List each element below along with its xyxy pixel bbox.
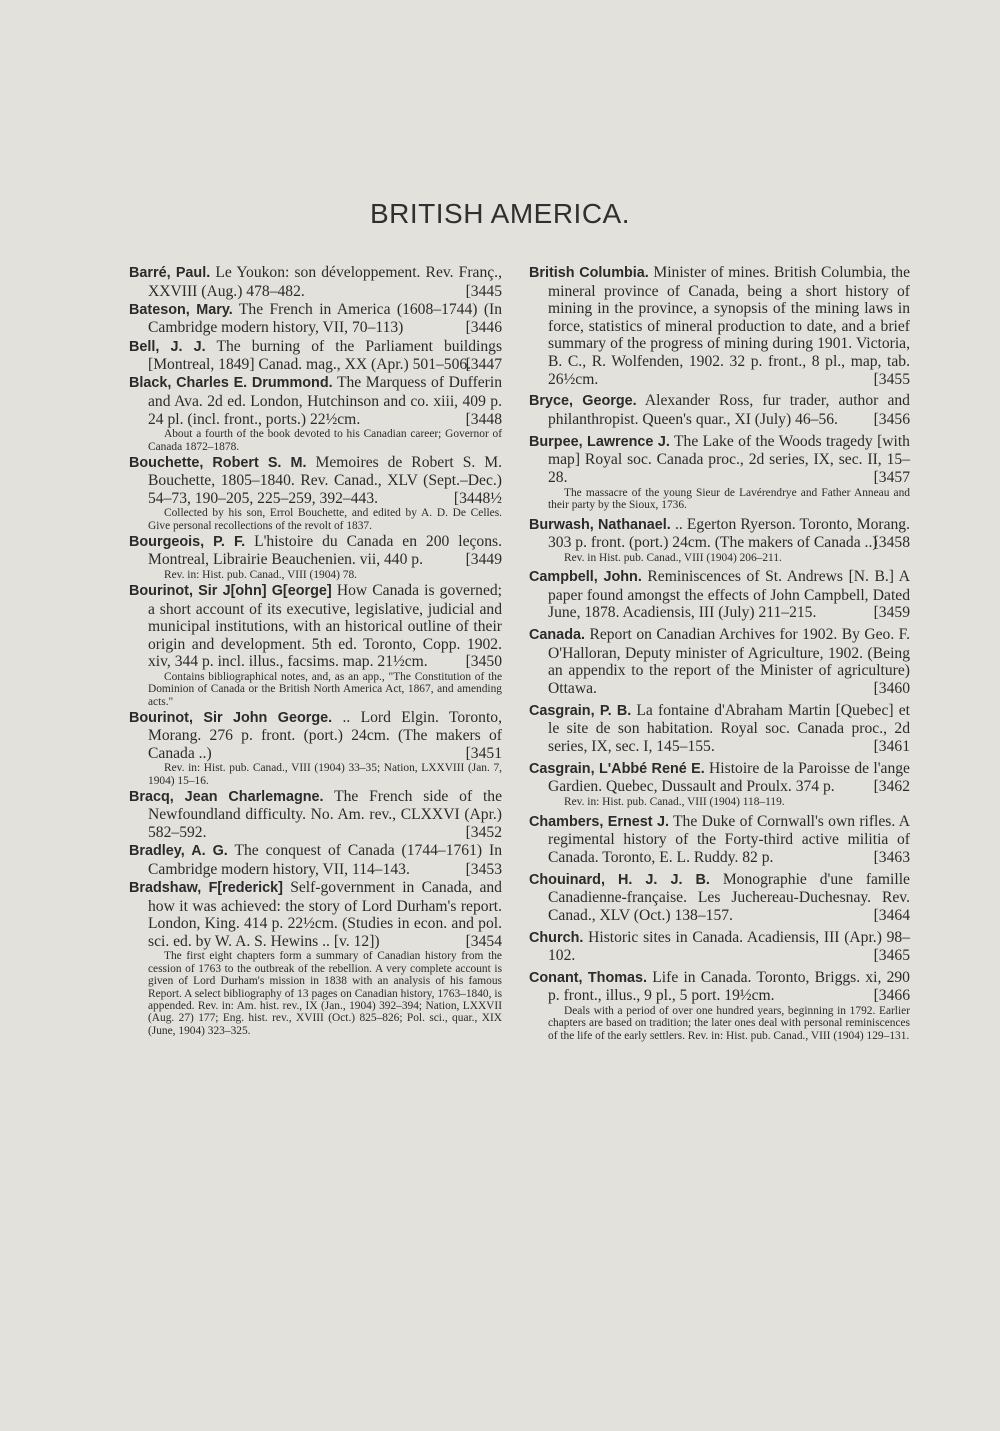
entry-body: The French in America (1608–1744) (In Cambridge modern history, VII, 70–113) — [148, 300, 503, 337]
entry-body: Le Youkon: son développement. Rev. Franç., XXVIII (Aug.) 478–482. — [148, 264, 502, 300]
entry-text — [129, 338, 502, 374]
entry-text — [129, 788, 502, 842]
entry-body: .. Egerton Ryerson. Toronto, Morang. 303 p. front. (port.) 24cm. (The makers of Canada ..) — [548, 515, 910, 552]
entry-number: [3454 — [465, 932, 502, 950]
entry-number: [3448½ — [453, 489, 502, 507]
bibliography-entry — [529, 568, 910, 622]
bibliography-entry — [529, 760, 910, 809]
bibliography-entry — [529, 433, 910, 512]
entry-heading: Black, Charles E. Drummond. — [129, 375, 333, 392]
entry-body: Monographie d'une famille Canadienne-française. Les Juchereau-Duchesnay. Rev. Canad., XLV (Oct.) 138–157. — [548, 870, 910, 924]
entry-text — [129, 879, 502, 950]
entry-text — [529, 264, 910, 388]
entry-heading: Bryce, George. — [529, 393, 637, 410]
entry-body: How Canada is governed; a short account of its executive, legislative, judicial and municipal institutions, with an historical outline of their origin and development. 5th ed. Toronto, Copp. 1902. xiv, 344 p. incl. illus., facsims. map. 21½cm. — [148, 581, 502, 671]
entry-number: [3466 — [873, 987, 910, 1005]
entry-body: Reminiscences of St. Andrews [N. B.] A paper found amongst the effects of John Campbell, Dated June, 1878. Acadiensis, III (July) 211–215. — [548, 568, 910, 622]
entry-number: [3452 — [465, 824, 502, 842]
entry-number: [3448 — [465, 410, 502, 428]
entry-body: Self-government in Canada, and how it was achieved: the story of Lord Durham's report. London, King. 414 p. 22½cm. (Studies in econ. and pol. sci. ed. by W. A. S. Hewins .. [v. 12]) — [148, 879, 502, 950]
entry-number: [3460 — [873, 680, 910, 698]
entry-note: Contains bibliographical notes, and, as an app., "The Constitution of the Dominion of Canada or the British North America Act, 1867, and amending acts." — [148, 670, 502, 708]
bibliography-entry — [529, 969, 910, 1042]
entry-number: [3456 — [873, 410, 910, 428]
entry-heading: Chambers, Ernest J. — [529, 813, 669, 830]
entry-heading: Bell, J. J. — [129, 338, 206, 355]
left-column — [129, 264, 502, 1038]
entry-body: The French side of the Newfoundland difficulty. No. Am. rev., CLXXVI (Apr.) 582–592. — [148, 787, 502, 842]
bibliography-entry — [529, 392, 910, 428]
bibliography-entry — [129, 264, 502, 300]
entry-body: Alexander Ross, fur trader, author and philanthropist. Queen's quar., XI (July) 46–56. — [548, 392, 910, 428]
entry-heading: Barré, Paul. — [129, 265, 211, 281]
entry-text — [529, 626, 910, 697]
entry-heading: Bradshaw, F[rederick] — [129, 880, 283, 897]
entry-number: [3463 — [873, 848, 910, 866]
entry-note: Deals with a period of over one hundred years, beginning in 1792. Earlier chapters are based on tradition; the later ones deal with personal reminiscences of the life of the early settlers. Rev. in: Hist. pub. Canad., VIII (1904) 129–131. — [548, 1005, 910, 1042]
entry-heading: Casgrain, P. B. — [529, 702, 632, 719]
bibliography-entry — [129, 338, 502, 374]
entry-heading: Campbell, John. — [529, 569, 642, 586]
entry-body: Memoires de Robert S. M. Bouchette, 1805–1840. Rev. Canad., XLV (Sept.–Dec.) 54–73, 190–205, 225–259, 392–443. — [148, 453, 502, 507]
bibliography-entry — [529, 626, 910, 697]
bibliography-entry — [129, 879, 502, 1037]
entry-body: The conquest of Canada (1744–1761) In Cambridge modern history, VII, 114–143. — [148, 842, 503, 878]
entry-number: [3462 — [873, 778, 910, 796]
entry-number: [3453 — [465, 860, 502, 878]
entry-text — [129, 301, 502, 337]
entry-number: [3458 — [873, 534, 910, 552]
entry-number: [3459 — [873, 604, 910, 622]
entry-note: The massacre of the young Sieur de Lavérendrye and Father Anneau and their party by the Sioux, 1736. — [548, 486, 910, 511]
entry-heading: Bradley, A. G. — [129, 843, 228, 860]
entry-body: Histoire de la Paroisse de l'ange Gardien. Quebec, Dussault and Proulx. 374 p. — [548, 759, 910, 796]
entry-text — [129, 264, 502, 300]
bibliography-entry — [529, 871, 910, 925]
bibliography-entry — [129, 454, 502, 533]
entry-text — [529, 969, 910, 1005]
entry-heading: Bourgeois, P. F. — [129, 533, 246, 550]
entry-body: The Duke of Cornwall's own rifles. A regimental history of the Forty-third active militia of Canada. Toronto, E. L. Ruddy. 82 p. — [548, 812, 910, 866]
entry-note: The first eight chapters form a summary of Canadian history from the cession of 1763 to the outbreak of the rebellion. A very complete account is given of Lord Durham's mission in 1838 with an analysis of his famous Report. A select bibliography of 13 pages on Canadian history, 1763–1840, is appended. Rev. in: Am. hist. rev., IX (Jan., 1904) 392–394; Nation, LXXVII (Aug. 27) 177; Eng. hist. rev., XVIII (Oct.) 825–826; Pol. sci., quar., XIX (June, 1904) 323–325. — [148, 950, 502, 1037]
bibliography-entry — [529, 929, 910, 965]
entry-text — [129, 454, 502, 508]
entry-text — [529, 392, 910, 428]
entry-note: Rev. in Hist. pub. Canad., VIII (1904) 206–211. — [564, 551, 782, 564]
entry-body: .. Lord Elgin. Toronto, Morang. 276 p. front. (port.) 24cm. (The makers of Canada ..) — [148, 708, 502, 762]
entry-number: [3450 — [465, 653, 502, 671]
bibliography-entry — [129, 533, 502, 582]
entry-heading: Conant, Thomas. — [529, 969, 648, 986]
bibliography-entry — [129, 788, 502, 842]
page-title: BRITISH AMERICA. — [369, 198, 631, 229]
entry-heading: British Columbia. — [529, 265, 649, 281]
bibliography-entry — [529, 702, 910, 756]
entry-heading: Bouchette, Robert S. M. — [129, 454, 307, 471]
bibliography-entry — [129, 842, 502, 878]
entry-text — [529, 760, 910, 796]
entry-note: Rev. in: Hist. pub. Canad., VIII (1904) 78. — [164, 568, 357, 581]
entry-heading: Bateson, Mary. — [129, 301, 233, 318]
right-column — [529, 264, 910, 1046]
entry-heading: Burpee, Lawrence J. — [529, 433, 670, 450]
entry-text — [529, 871, 910, 925]
entry-number: [3446 — [465, 319, 502, 337]
entry-text — [529, 433, 910, 487]
entry-number: [3449 — [465, 551, 502, 569]
entry-heading: Church. — [529, 929, 584, 946]
entry-heading: Burwash, Nathanael. — [529, 516, 671, 533]
entry-body: The burning of the Parliament buildings [Montreal, 1849] Canad. mag., XX (Apr.) 501–506. — [148, 337, 503, 374]
entry-text — [129, 709, 502, 763]
entry-text — [129, 842, 502, 878]
entry-body: La fontaine d'Abraham Martin [Quebec] et le site de son habitation. Royal soc. Canada proc., 2d series, IX, sec. I, 145–155. — [548, 701, 910, 755]
bibliography-entry — [129, 709, 502, 788]
entry-text — [129, 582, 502, 671]
entry-number: [3455 — [873, 370, 910, 388]
entry-heading: Casgrain, L'Abbé René E. — [529, 760, 705, 777]
entry-heading: Bourinot, Sir John George. — [129, 709, 333, 726]
entry-number: [3445 — [465, 282, 502, 300]
entry-body: Historic sites in Canada. Acadiensis, III (Apr.) 98–102. — [548, 928, 911, 965]
entry-body: The Lake of the Woods tragedy [with map] Royal soc. Canada proc., 2d series, IX, sec. II, 15–28. — [548, 432, 910, 486]
entry-body: Life in Canada. Toronto, Briggs. xi, 290 p. front., illus., 9 pl., 5 port. 19½cm. — [548, 968, 910, 1005]
entry-text — [129, 533, 502, 569]
entry-number: [3447 — [465, 356, 502, 374]
entry-number: [3464 — [873, 906, 910, 924]
bibliography-entry — [129, 374, 502, 453]
entry-body: Minister of mines. British Columbia, the mineral province of Canada, being a short history of mining in the province, a synopsis of the mining laws in force, statistics of mineral production to date, and a brief summary of the progress of mining during 1901. Victoria, B. C., R. Wolfenden, 1902. 32 p. front., 8 pl., map, tab. 26½cm. — [548, 264, 911, 388]
entry-number: [3461 — [873, 738, 910, 755]
entry-heading: Chouinard, H. J. J. B. — [529, 871, 710, 888]
bibliography-entry — [529, 516, 910, 565]
bibliography-entry — [129, 582, 502, 708]
entry-heading: Bracq, Jean Charlemagne. — [129, 788, 324, 805]
entry-text — [529, 568, 910, 622]
entry-number: [3465 — [873, 947, 910, 965]
entry-text — [529, 702, 910, 756]
entry-text — [129, 374, 502, 428]
entry-note: Rev. in: Hist. pub. Canad., VIII (1904) 33–35; Nation, LXXVIII (Jan. 7, 1904) 15–16. — [148, 762, 502, 787]
entry-text — [529, 516, 910, 552]
entry-heading: Canada. — [529, 627, 585, 644]
bibliography-entry — [529, 813, 910, 867]
entry-heading: Bourinot, Sir J[ohn] G[eorge] — [129, 582, 332, 599]
entry-text — [529, 813, 910, 867]
entry-text — [529, 929, 910, 965]
entry-body: The Marquess of Dufferin and Ava. 2d ed. London, Hutchinson and co. xiii, 409 p. 24 pl. (incl. front., ports.) 22½cm. — [148, 374, 503, 428]
entry-number: [3457 — [873, 468, 910, 486]
entry-note: Rev. in: Hist. pub. Canad., VIII (1904) 118–119. — [564, 795, 785, 808]
entry-note: About a fourth of the book devoted to his Canadian career; Governor of Canada 1872–1878. — [148, 428, 502, 453]
bibliography-entry — [129, 301, 502, 337]
entry-body: L'histoire du Canada en 200 leçons. Montreal, Librairie Beauchenien. vii, 440 p. — [148, 532, 502, 569]
entry-number: [3451 — [465, 744, 502, 762]
entry-body: Report on Canadian Archives for 1902. By Geo. F. O'Halloran, Deputy minister of Agriculture, 1902. (Being an appendix to the report of the Minister of agriculture) Ottawa. — [548, 626, 910, 698]
bibliography-entry — [529, 264, 910, 388]
entry-note: Collected by his son, Errol Bouchette, and edited by A. D. De Celles. Give personal recollections of the revolt of 1837. — [148, 507, 502, 532]
